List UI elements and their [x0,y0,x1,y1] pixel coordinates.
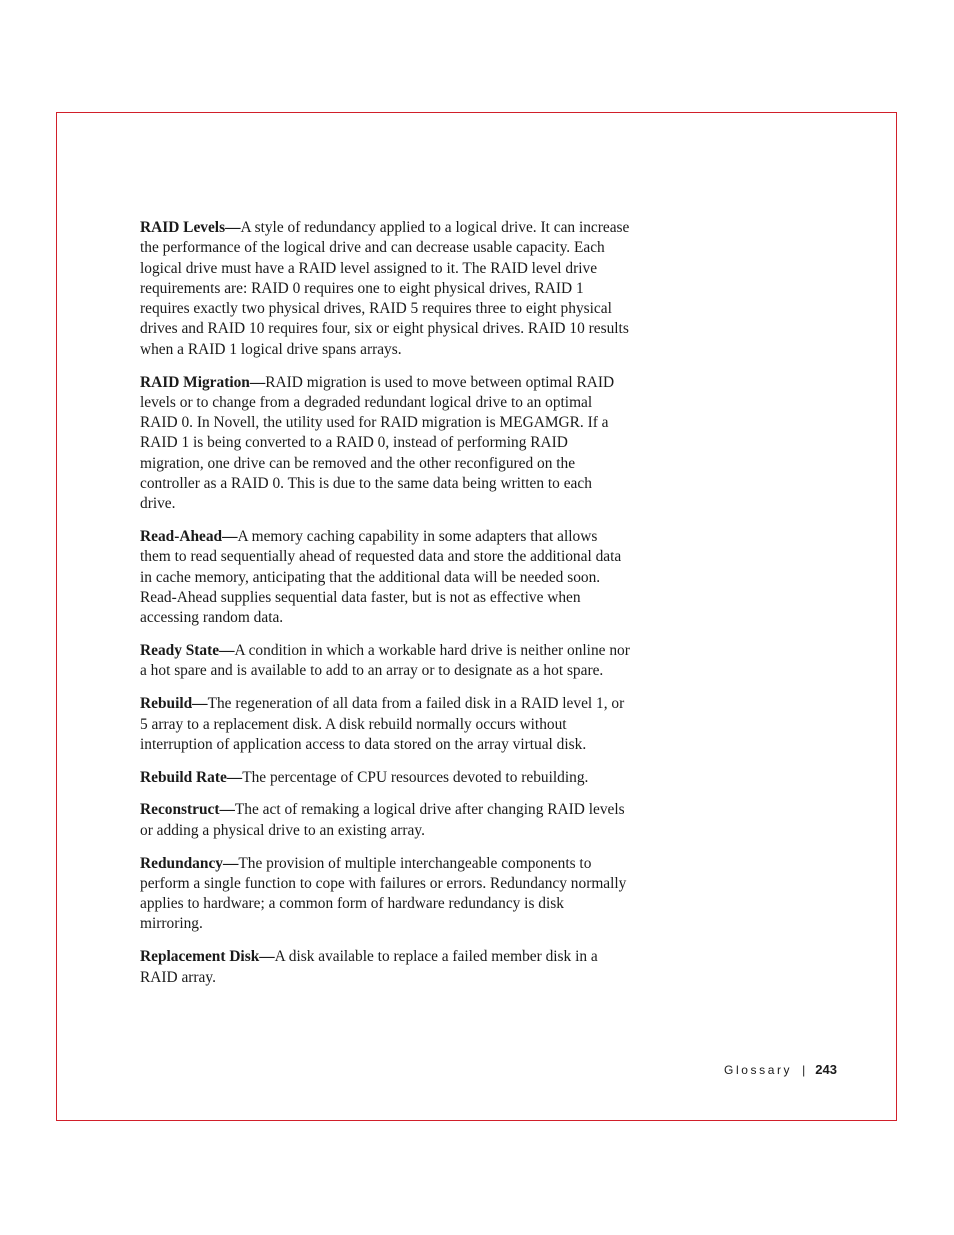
glossary-definition: The regeneration of all data from a failed disk in a RAID level 1, or 5 array to a replacement disk. A disk rebuild normally occurs without interruption of application access to data stored on the array virtual disk. [140,695,625,753]
glossary-definition: A disk available to replace a failed member disk in a RAID array. [140,948,598,986]
glossary-term: Read-Ahead— [140,528,238,546]
glossary-definition: A style of redundancy applied to a logical drive. It can increase the performance of the logical drive and can decrease usable capacity. Each logical drive must have a RAID level assigned to it. The RAID level drive requirements are: RAID 0 requires one to eight physical drives, RAID 1 requires exactly two physical drives, RAID 5 requires three to eight physical drives and RAID 10 requires four, six or eight physical drives. RAID 10 results when a RAID 1 logical drive spans arrays. [140,219,630,358]
glossary-term: Ready State— [140,642,235,660]
glossary-term: Reconstruct— [140,801,235,819]
glossary-entry-redundancy [140,854,630,935]
glossary-term: Redundancy— [140,854,239,872]
footer-separator: | [802,1063,806,1077]
glossary-term: RAID Levels— [140,219,241,236]
page-number: 243 [815,1062,837,1077]
glossary-definition: A memory caching capability in some adapters that allows them to read sequentially ahead of requested data and store the additional data in cache memory, anticipating that the additional data will be needed soon. Read-Ahead supplies sequential data faster, but is not as effective when accessing random data. [140,528,622,627]
glossary-entry-raid-migration [140,373,630,515]
glossary-definition: The provision of multiple interchangeable components to perform a single function to cope with failures or errors. Redundancy normally applies to hardware; a common form of hardware redundancy is disk mirroring. [140,854,627,933]
glossary-definition: The act of remaking a logical drive after changing RAID levels or adding a physical drive to an existing array. [140,801,625,839]
glossary-term: Rebuild Rate— [140,768,243,786]
glossary-entry-ready-state [140,641,630,682]
glossary-term: Rebuild— [140,695,208,713]
glossary-term: Replacement Disk— [140,948,275,966]
glossary-entry-rebuild-rate [140,768,630,788]
glossary-definition: A condition in which a workable hard drive is neither online nor a hot spare and is available to add to an array or to designate as a hot spare. [140,642,630,680]
glossary-list [140,218,630,1000]
glossary-entry-reconstruct [140,800,630,841]
glossary-term: RAID Migration— [140,373,266,391]
glossary-entry-replacement-disk [140,947,630,988]
glossary-entry-rebuild [140,694,630,755]
glossary-definition: The percentage of CPU resources devoted to rebuilding. [242,768,589,786]
footer-section-label: Glossary [724,1063,793,1077]
glossary-definition: RAID migration is used to move between optimal RAID levels or to change from a degraded redundant logical drive to an optimal RAID 0. In Novell, the utility used for RAID migration is MEGAMGR. If a RAID 1 is being converted to a RAID 0, instead of performing RAID migration, one drive can be removed and the other reconfigured on the controller as a RAID 0. This is due to the same data being written to each drive. [140,373,615,513]
glossary-entry-read-ahead [140,527,630,628]
page-footer [724,1062,837,1077]
glossary-entry-raid-levels [140,218,630,360]
